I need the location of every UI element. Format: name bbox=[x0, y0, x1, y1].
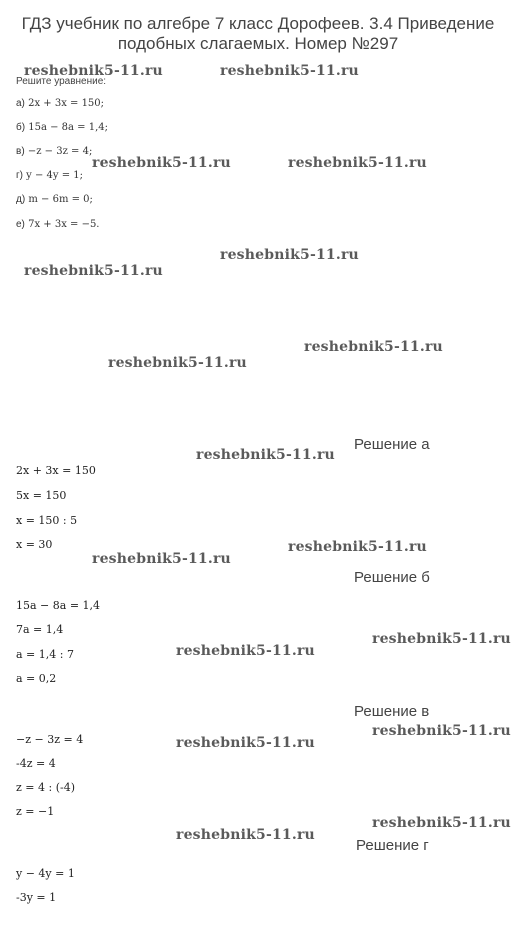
watermark: reshebnik5-11.ru bbox=[220, 247, 359, 263]
solution-heading-v: Решение в bbox=[354, 703, 430, 720]
watermark: reshebnik5-11.ru bbox=[24, 263, 163, 279]
task-equation: 2x + 3x = 150; bbox=[28, 98, 105, 109]
solution-line: 15a − 8a = 1,4 bbox=[16, 599, 101, 612]
solution-line: -4z = 4 bbox=[16, 757, 56, 770]
watermark: reshebnik5-11.ru bbox=[24, 63, 163, 79]
solution-line: 2x + 3x = 150 bbox=[16, 464, 96, 477]
solution-line: x = 30 bbox=[16, 538, 53, 551]
task-label: г) bbox=[16, 170, 23, 181]
watermark: reshebnik5-11.ru bbox=[176, 643, 315, 659]
watermark: reshebnik5-11.ru bbox=[176, 735, 315, 751]
task-item-v bbox=[16, 146, 92, 157]
task-equation: m − 6m = 0; bbox=[28, 194, 93, 205]
watermark: reshebnik5-11.ru bbox=[304, 339, 443, 355]
task-item-d bbox=[16, 194, 93, 205]
solution-line: x = 150 : 5 bbox=[16, 514, 78, 527]
task-equation: 7x + 3x = −5. bbox=[28, 219, 100, 230]
task-item-b bbox=[16, 122, 108, 133]
task-label: в) bbox=[16, 146, 25, 157]
solution-heading-g: Решение г bbox=[356, 837, 429, 854]
solution-line: a = 0,2 bbox=[16, 672, 57, 685]
task-label: е) bbox=[16, 219, 25, 230]
watermark: reshebnik5-11.ru bbox=[288, 155, 427, 171]
solution-line: y − 4y = 1 bbox=[16, 867, 75, 880]
task-item-g bbox=[16, 170, 83, 181]
solution-line: −z − 3z = 4 bbox=[16, 733, 84, 746]
solution-line: 7a = 1,4 bbox=[16, 623, 64, 636]
watermark: reshebnik5-11.ru bbox=[372, 631, 511, 647]
solution-line: z = 4 : (-4) bbox=[16, 781, 76, 794]
task-label: б) bbox=[16, 122, 26, 133]
watermark: reshebnik5-11.ru bbox=[288, 539, 427, 555]
solution-heading-a: Решение а bbox=[354, 436, 430, 453]
task-label: д) bbox=[16, 194, 26, 205]
watermark: reshebnik5-11.ru bbox=[92, 155, 231, 171]
solution-heading-b: Решение б bbox=[354, 569, 430, 586]
watermark: reshebnik5-11.ru bbox=[372, 815, 511, 831]
task-label: а) bbox=[16, 98, 25, 109]
task-instruction: Решите уравнение: bbox=[16, 76, 107, 87]
task-item-e bbox=[16, 219, 100, 230]
task-equation: y − 4y = 1; bbox=[26, 170, 84, 181]
watermark: reshebnik5-11.ru bbox=[372, 723, 511, 739]
page-title: ГДЗ учебник по алгебре 7 класс Дорофеев. 3.4 Приведение подобных слагаемых. Номер №297 bbox=[21, 14, 495, 53]
task-item-a bbox=[16, 98, 104, 109]
task-equation: −z − 3z = 4; bbox=[27, 146, 93, 157]
task-equation: 15a − 8a = 1,4; bbox=[28, 122, 109, 133]
solution-line: a = 1,4 : 7 bbox=[16, 648, 74, 661]
watermark: reshebnik5-11.ru bbox=[108, 355, 247, 371]
solution-line: -3y = 1 bbox=[16, 891, 57, 904]
watermark: reshebnik5-11.ru bbox=[220, 63, 359, 79]
watermark: reshebnik5-11.ru bbox=[176, 827, 315, 843]
watermark: reshebnik5-11.ru bbox=[196, 447, 335, 463]
watermark: reshebnik5-11.ru bbox=[92, 551, 231, 567]
solution-line: 5x = 150 bbox=[16, 489, 67, 502]
solution-line: z = −1 bbox=[16, 805, 55, 818]
